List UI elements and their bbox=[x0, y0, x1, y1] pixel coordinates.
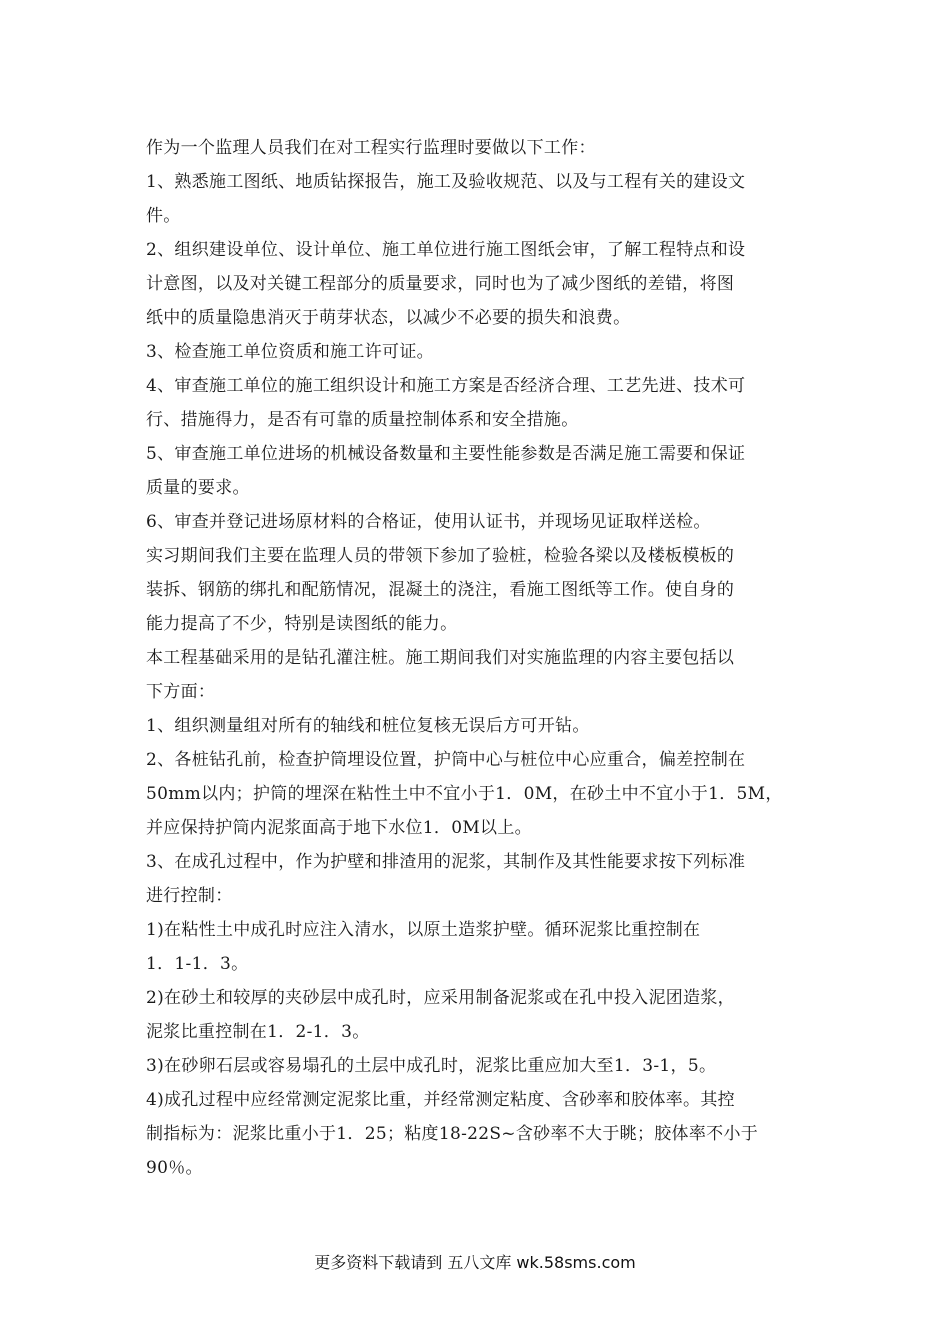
text-line: 6、审查并登记进场原材料的合格证，使用认证书，并现场见证取样送检。 bbox=[146, 512, 711, 532]
text-line: 本工程基础采用的是钻孔灌注桩。施工期间我们对实施监理的内容主要包括以 bbox=[146, 648, 735, 668]
text-line: 1)在粘性土中成孔时应注入清水，以原土造浆护壁。循环泥浆比重控制在 bbox=[146, 920, 701, 940]
text-line: 2、组织建设单位、设计单位、施工单位进行施工图纸会审，了解工程特点和设 bbox=[146, 240, 746, 260]
text-line: 4、审查施工单位的施工组织设计和施工方案是否经济合理、工艺先进、技术可 bbox=[146, 376, 746, 396]
text-line: 90％。 bbox=[146, 1158, 203, 1178]
text-line: 行、措施得力，是否有可靠的质量控制体系和安全措施。 bbox=[146, 410, 579, 430]
text-line: 计意图，以及对关键工程部分的质量要求，同时也为了减少图纸的差错，将图 bbox=[146, 274, 735, 294]
text-line: 3)在砂卵石层或容易塌孔的土层中成孔时，泥浆比重应加大至1．3-1，5。 bbox=[146, 1056, 717, 1076]
text-line: 2)在砂土和较厚的夹砂层中成孔时，应采用制备泥浆或在孔中投入泥团造浆， bbox=[146, 988, 735, 1008]
text-line: 2、各桩钻孔前，检查护筒埋设位置，护筒中心与桩位中心应重合，偏差控制在 bbox=[146, 750, 746, 770]
text-line: 实习期间我们主要在监理人员的带领下参加了验桩，检验各梁以及楼板模板的 bbox=[146, 546, 735, 566]
text-line: 1、组织测量组对所有的轴线和桩位复核无误后方可开钻。 bbox=[146, 716, 590, 736]
text-line: 1、熟悉施工图纸、地质钻探报告，施工及验收规范、以及与工程有关的建设文 bbox=[146, 172, 746, 192]
text-line: 质量的要求。 bbox=[146, 478, 250, 498]
footer-link[interactable]: 更多资料下载请到 五八文库 wk.58sms.com bbox=[314, 1253, 636, 1272]
text-line: 4)成孔过程中应经常测定泥浆比重，并经常测定粘度、含砂率和胶体率。其控 bbox=[146, 1090, 735, 1110]
text-line: 能力提高了不少，特别是读图纸的能力。 bbox=[146, 614, 458, 634]
text-line: 进行控制： bbox=[146, 886, 233, 906]
text-line: 并应保持护筒内泥浆面高于地下水位1．0M以上。 bbox=[146, 818, 532, 838]
text-line: 泥浆比重控制在1．2-1．3。 bbox=[146, 1022, 370, 1042]
text-line: 1．1-1．3。 bbox=[146, 954, 249, 974]
text-line: 作为一个监理人员我们在对工程实行监理时要做以下工作： bbox=[146, 138, 596, 158]
text-line: 件。 bbox=[146, 206, 181, 226]
document-body bbox=[146, 131, 816, 1185]
text-line: 下方面： bbox=[146, 682, 216, 702]
text-line: 装拆、钢筋的绑扎和配筋情况，混凝土的浇注，看施工图纸等工作。使自身的 bbox=[146, 580, 735, 600]
text-line: 3、检查施工单位资质和施工许可证。 bbox=[146, 342, 434, 362]
text-line: 50mm以内；护筒的埋深在粘性土中不宜小于1．0M，在砂土中不宜小于1．5M， bbox=[146, 784, 783, 804]
text-line: 纸中的质量隐患消灭于萌芽状态，以减少不必要的损失和浪费。 bbox=[146, 308, 631, 328]
text-line: 制指标为：泥浆比重小于1．25；粘度18-22S~含砂率不大于眺；胶体率不小于 bbox=[146, 1124, 759, 1144]
text-line: 3、在成孔过程中，作为护壁和排渣用的泥浆，其制作及其性能要求按下列标准 bbox=[146, 852, 746, 872]
text-line: 5、审查施工单位进场的机械设备数量和主要性能参数是否满足施工需要和保证 bbox=[146, 444, 746, 464]
